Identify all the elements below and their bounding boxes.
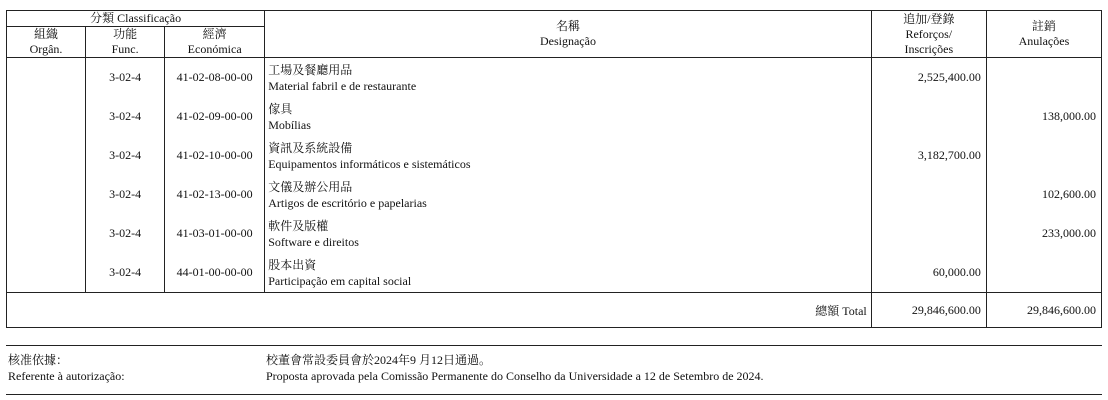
- header-organ-zh: 組織: [34, 27, 59, 41]
- budget-table: [6, 10, 1102, 328]
- designation-cell: [265, 97, 872, 136]
- authorization-label: [8, 352, 125, 384]
- table-row: [7, 175, 1102, 214]
- header-anulacoes: [986, 11, 1101, 58]
- organ-cell: [7, 58, 86, 98]
- designation-cell: [265, 175, 872, 214]
- header-func-zh: 功能: [113, 27, 138, 41]
- authorization-text-zh: 校董會常設委員會於2024年9 月12日通過。: [266, 353, 492, 367]
- reforcos-amount: [871, 214, 986, 253]
- func-code: 3-02-4: [86, 175, 165, 214]
- authorization-label-pt: Referente à autorização:: [8, 369, 125, 383]
- designation-pt: Equipamentos informáticos e sistemáticos: [268, 156, 471, 171]
- reforcos-amount: 3,182,700.00: [871, 136, 986, 175]
- organ-cell: [7, 97, 86, 136]
- designation-zh: 工場及餐廳用品: [268, 62, 353, 77]
- table-row: [7, 136, 1102, 175]
- designation-pt: Participação em capital social: [268, 273, 412, 288]
- header-reforcos-zh: 追加/登錄: [903, 11, 955, 26]
- designation-zh: 傢具: [268, 101, 293, 116]
- header-reforcos-pt2: Inscrições: [904, 41, 954, 56]
- header-eco-zh: 經濟: [202, 27, 227, 41]
- designation-cell: [265, 253, 872, 293]
- table-row: [7, 253, 1102, 293]
- total-row: [7, 293, 1102, 328]
- total-label: 總額 Total: [7, 293, 872, 328]
- reforcos-amount: 60,000.00: [871, 253, 986, 293]
- header-reforcos: [871, 11, 986, 58]
- header-func-pt: Func.: [111, 42, 139, 56]
- designation-cell: [265, 136, 872, 175]
- designation-cell: [265, 58, 872, 98]
- designation-zh: 文儀及辦公用品: [268, 179, 353, 194]
- anulacoes-amount: [986, 58, 1101, 98]
- header-classificacao: 分類 Classificação: [7, 11, 265, 27]
- table-row: [7, 97, 1102, 136]
- table-row: [7, 214, 1102, 253]
- designation-pt: Mobílias: [268, 117, 311, 132]
- header-organ: [7, 27, 86, 58]
- reforcos-amount: [871, 97, 986, 136]
- organ-cell: [7, 214, 86, 253]
- reforcos-amount: [871, 175, 986, 214]
- func-code: 3-02-4: [86, 58, 165, 98]
- header-designacao: [265, 11, 872, 58]
- designation-cell: [265, 214, 872, 253]
- anulacoes-amount: [986, 253, 1101, 293]
- header-designacao-zh: 名稱: [555, 19, 580, 33]
- organ-cell: [7, 253, 86, 293]
- anulacoes-amount: 102,600.00: [986, 175, 1101, 214]
- anulacoes-amount: 233,000.00: [986, 214, 1101, 253]
- organ-cell: [7, 136, 86, 175]
- eco-code: 41-03-01-00-00: [165, 214, 265, 253]
- header-reforcos-pt1: Reforços/: [905, 26, 953, 41]
- anulacoes-amount: 138,000.00: [986, 97, 1101, 136]
- designation-zh: 股本出資: [268, 257, 317, 272]
- eco-code: 41-02-08-00-00: [165, 58, 265, 98]
- eco-code: 44-01-00-00-00: [165, 253, 265, 293]
- designation-pt: Artigos de escritório e papelarias: [268, 195, 427, 210]
- eco-code: 41-02-10-00-00: [165, 136, 265, 175]
- func-code: 3-02-4: [86, 253, 165, 293]
- authorization-text-pt: Proposta aprovada pela Comissão Permanente do Conselho da Universidade a 12 de Setembro de 2024.: [266, 369, 764, 383]
- authorization-text: [266, 352, 764, 384]
- header-func: [86, 27, 165, 58]
- total-reforcos: 29,846,600.00: [871, 293, 986, 328]
- authorization-label-zh: 核准依據：: [8, 353, 69, 367]
- func-code: 3-02-4: [86, 214, 165, 253]
- eco-code: 41-02-13-00-00: [165, 175, 265, 214]
- header-designacao-pt: Designação: [539, 34, 596, 48]
- designation-pt: Software e direitos: [268, 234, 359, 249]
- designation-zh: 資訊及系統設備: [268, 140, 353, 155]
- func-code: 3-02-4: [86, 97, 165, 136]
- header-organ-pt: Orgân.: [29, 42, 63, 56]
- reforcos-amount: 2,525,400.00: [871, 58, 986, 98]
- header-anulacoes-pt: Anulações: [1018, 34, 1070, 48]
- func-code: 3-02-4: [86, 136, 165, 175]
- header-eco: [165, 27, 265, 58]
- table-row: [7, 58, 1102, 98]
- header-anulacoes-zh: 註銷: [1031, 19, 1056, 33]
- header-eco-pt: Económica: [187, 42, 242, 56]
- eco-code: 41-02-09-00-00: [165, 97, 265, 136]
- anulacoes-amount: [986, 136, 1101, 175]
- total-anulacoes: 29,846,600.00: [986, 293, 1101, 328]
- organ-cell: [7, 175, 86, 214]
- authorization-footer: [6, 345, 1102, 395]
- designation-pt: Material fabril e de restaurante: [268, 78, 417, 93]
- designation-zh: 軟件及版權: [268, 218, 329, 233]
